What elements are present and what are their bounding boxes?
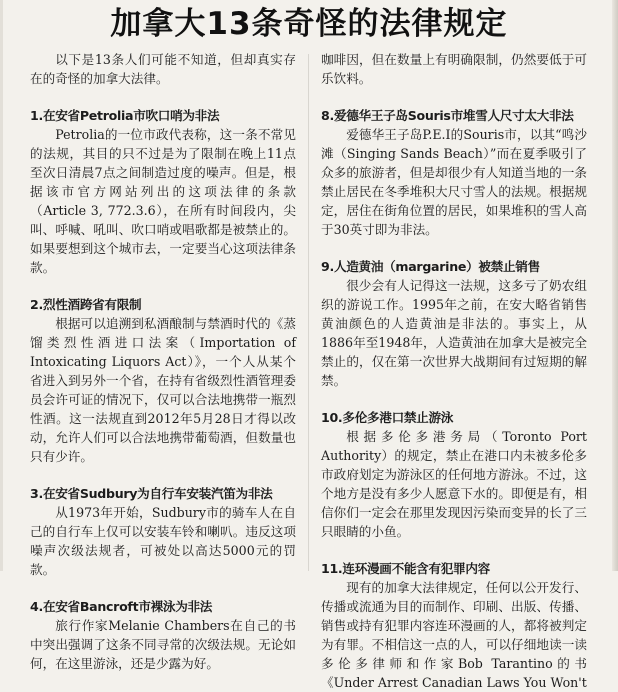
law-1-body: Petrolia的一位市政代表称，这一条不常见的法规，其目的只不过是为了限制在晚上11点至次日清晨7点之间制造过度的噪声。但是，根据该市官方网站列出的这项法律的条款（Article 3, 772.3.6），在所有时间段内，尖叫、呼喊、吼叫、吹口哨或唱歌都是被禁止的。如果要想到这个城市去，一定要当心这项法律条款。 xyxy=(30,127,296,275)
law-3-body: 从1973年开始，Sudbury市的骑车人在自己的自行车上仅可以安装车铃和喇叭。违反这项噪声次级法规者，可被处以高达5000元的罚款。 xyxy=(30,505,296,577)
law-3-title: 3.在安省Sudbury为自行车安装汽笛为非法 xyxy=(30,486,273,501)
law-10-body: 根据多伦多港务局（Toronto Port Authority）的规定，禁止在港口内未被多伦多市政府划定为游泳区的任何地方游泳。不过，这个地方是没有多少人愿意下水的。即便是有，相信你们一定会在那里发现因污染而变异的长了三只眼睛的小鱼。 xyxy=(321,429,587,539)
column-divider xyxy=(308,54,309,571)
right-column xyxy=(321,50,587,690)
law-9-body: 很少会有人记得这一法规，这多亏了奶农组织的游说工作。1995年之前，在安大略省销售黄油颜色的人造黄油是非法的。事实上，从1886年至1948年，人造黄油在加拿大是被完全禁止的，仅在第一次世界大战期间有过短期的解禁。 xyxy=(321,278,587,388)
law-2-body: 根据可以追溯到私酒酿制与禁酒时代的《蒸馏类烈性酒进口法案（Importation of Intoxicating Liquors Act）》，一个人从某个省进入到另外一个省，在持有省级烈性酒管理委员会许可证的情况下，仅可以合法地携带一瓶烈性酒。这一法规直到2012年5月28日才得以改动，允许人们可以合法地携带葡萄酒，但数量也只有少许。 xyxy=(30,316,296,464)
law-4-title: 4.在安省Bancroft市裸泳为非法 xyxy=(30,599,213,614)
law-1-title: 1.在安省Petrolia市吹口哨为非法 xyxy=(30,108,220,123)
law-9-title: 9.人造黄油（margarine）被禁止销售 xyxy=(321,259,540,274)
law-4-body: 旅行作家Melanie Chambers在自己的书中突出强调了这条不同寻常的次级法规。无论如何，在这里游泳，还是少露为好。 xyxy=(30,618,296,671)
law-11-body: 现有的加拿大法律规定，任何以公开发行、传播或流通为目的而制作、印刷、出版、传播、销售或持有犯罪内容连环漫画的人，都将被判定为有罪。不相信这一点的人，可以仔细地读一读多伦多律师和作家Bob Tarantino的书《Under Arrest Canadian Laws You Won't xyxy=(321,580,587,690)
intro-paragraph: 以下是13条人们可能不知道，但却真实存在的奇怪的加拿大法律。 xyxy=(30,52,296,86)
left-column xyxy=(30,50,296,671)
page-right-edge xyxy=(612,0,618,571)
law-11-title: 11.连环漫画不能含有犯罪内容 xyxy=(321,561,490,576)
headline: 加拿大13条奇怪的法律规定 xyxy=(110,6,508,42)
law-8-title: 8.爱德华王子岛Souris市堆雪人尺寸太大非法 xyxy=(321,108,574,123)
law-8-body: 爱德华王子岛P.E.I的Souris市，以其“鸣沙滩（Singing Sands Beach）”而在夏季吸引了众多的旅游者，但是却很少有人知道当地的一条禁止居民在冬季堆积大尺寸雪人的法规。根据规定，居住在街角位置的居民，如果堆积的雪人高于30英寸即为非法。 xyxy=(321,127,587,237)
law-2-title: 2.烈性酒跨省有限制 xyxy=(30,297,142,312)
law-7-continuation: 咖啡因，但在数量上有明确限制，仍然要低于可乐饮料。 xyxy=(321,52,587,86)
law-10-title: 10.多伦多港口禁止游泳 xyxy=(321,410,454,425)
page-left-edge xyxy=(0,0,3,571)
